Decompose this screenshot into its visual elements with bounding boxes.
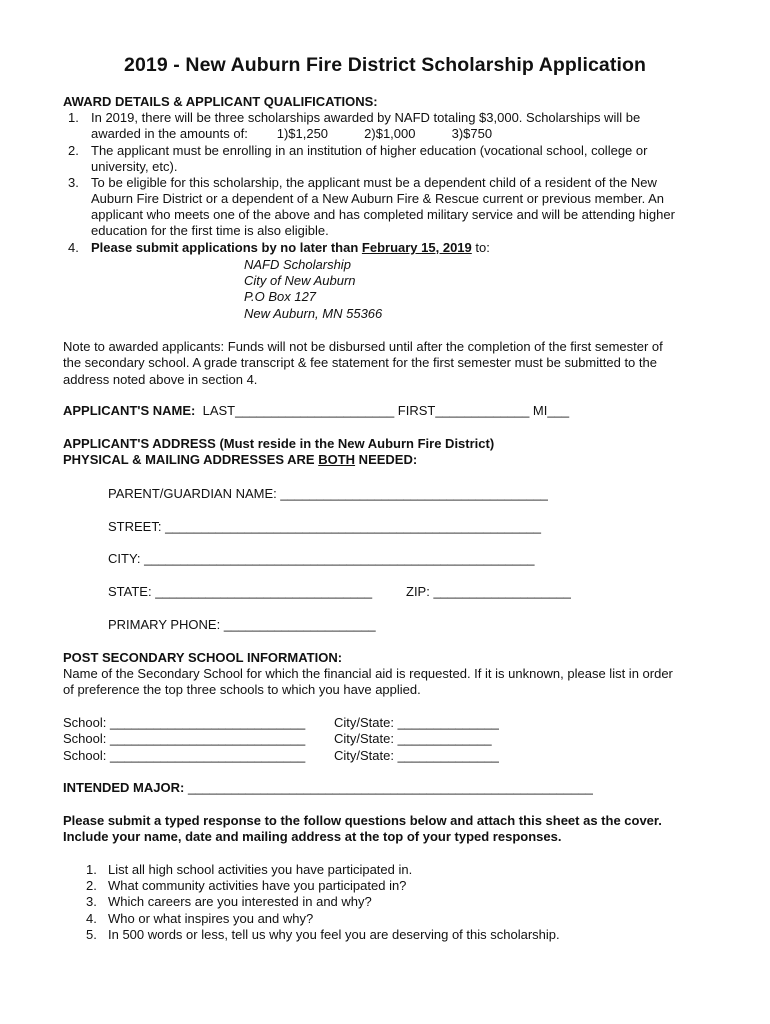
- mailing-address-line-4: New Auburn, MN 55366: [244, 306, 383, 321]
- street-field[interactable]: STREET: ____________________________________________________: [108, 519, 542, 534]
- applicant-name-fields[interactable]: LAST______________________ FIRST_____________ MI___: [195, 403, 570, 418]
- instructions-line-2: Include your name, date and mailing address at the top of your typed responses.: [63, 829, 562, 844]
- school-field-1[interactable]: School: ___________________________: [63, 715, 306, 730]
- intended-major-label: INTENDED MAJOR:: [63, 780, 185, 795]
- school-desc-line-1: Name of the Secondary School for which the financial aid is requested. If it is unknown, please list in order: [63, 666, 673, 681]
- award-item-1-line-2: awarded in the amounts of: 1)$1,250 2)$1,000 3)$750: [91, 126, 493, 141]
- award-item-3-line-4: education for the first time is also eligible.: [91, 223, 329, 238]
- applicant-name-label: APPLICANT'S NAME:: [63, 403, 196, 418]
- addresses-needed-heading: [63, 452, 417, 468]
- city-state-field-3[interactable]: City/State: ______________: [334, 748, 499, 763]
- school-section-heading: POST SECONDARY SCHOOL INFORMATION:: [63, 650, 343, 665]
- submit-deadline-lead: Please submit applications by no later than: [91, 240, 362, 255]
- question-3-number: 3.: [86, 894, 97, 909]
- question-1-text: List all high school activities you have participated in.: [108, 862, 413, 877]
- question-4-number: 4.: [86, 911, 97, 926]
- applicant-address-heading: APPLICANT'S ADDRESS (Must reside in the New Auburn Fire District): [63, 436, 495, 451]
- note-line-3: address noted above in section 4.: [63, 372, 258, 387]
- award-item-3-number: 3.: [68, 175, 79, 190]
- award-item-3-line-1: To be eligible for this scholarship, the applicant must be a dependent child of a resident of the New: [91, 175, 657, 190]
- mailing-address-line-2: City of New Auburn: [244, 273, 356, 288]
- submit-deadline-date: February 15, 2019: [361, 240, 472, 255]
- note-line-1: Note to awarded applicants: Funds will not be disbursed until after the completion of the first semester of: [63, 339, 663, 354]
- mailing-address-line-3: P.O Box 127: [244, 289, 317, 304]
- addresses-needed-both: BOTH: [318, 452, 356, 467]
- submit-deadline-tail: to:: [471, 240, 490, 255]
- school-field-2[interactable]: School: ___________________________: [63, 731, 306, 746]
- question-5-text: In 500 words or less, tell us why you feel you are deserving of this scholarship.: [108, 927, 560, 942]
- award-heading: AWARD DETAILS & APPLICANT QUALIFICATIONS:: [63, 94, 378, 109]
- school-desc-line-2: of preference the top three schools to which you have applied.: [63, 682, 421, 697]
- city-field[interactable]: CITY: ______________________________________________________: [108, 551, 535, 566]
- intended-major-row: [63, 780, 593, 796]
- primary-phone-field[interactable]: PRIMARY PHONE: _____________________: [108, 617, 376, 632]
- city-state-field-2[interactable]: City/State: _____________: [334, 731, 492, 746]
- question-3-text: Which careers are you interested in and why?: [108, 894, 372, 909]
- award-item-2-line-1: The applicant must be enrolling in an institution of higher education (vocational school, college or: [91, 143, 648, 158]
- award-item-1-line-1: In 2019, there will be three scholarships awarded by NAFD totaling $3,000. Scholarships will be: [91, 110, 641, 125]
- question-5-number: 5.: [86, 927, 97, 942]
- award-item-1-number: 1.: [68, 110, 79, 125]
- note-line-2: the secondary school. A grade transcript & fee statement for the first semester must be submitted to the: [63, 355, 657, 370]
- question-4-text: Who or what inspires you and why?: [108, 911, 314, 926]
- applicant-name-row: [63, 403, 569, 419]
- award-item-3-line-3: applicant who meets one of the above and has completed military service and will be attending higher: [91, 207, 675, 222]
- award-item-4-text: [91, 240, 490, 256]
- addresses-needed-post: NEEDED:: [355, 452, 418, 467]
- school-field-3[interactable]: School: ___________________________: [63, 748, 306, 763]
- page-title: 2019 - New Auburn Fire District Scholarship Application: [124, 54, 646, 76]
- intended-major-field[interactable]: ________________________________________________________: [184, 780, 593, 795]
- question-1-number: 1.: [86, 862, 97, 877]
- award-item-2-number: 2.: [68, 143, 79, 158]
- city-state-field-1[interactable]: City/State: ______________: [334, 715, 499, 730]
- state-field[interactable]: STATE: ______________________________: [108, 584, 373, 599]
- question-2-text: What community activities have you participated in?: [108, 878, 407, 893]
- award-item-2-line-2: university, etc).: [91, 159, 178, 174]
- addresses-needed-pre: PHYSICAL & MAILING ADDRESSES ARE: [63, 452, 319, 467]
- parent-guardian-field[interactable]: PARENT/GUARDIAN NAME: _____________________________________: [108, 486, 548, 501]
- question-2-number: 2.: [86, 878, 97, 893]
- zip-field[interactable]: ZIP: ___________________: [406, 584, 571, 599]
- award-item-3-line-2: Auburn Fire District or a dependent of a New Auburn Fire & Rescue current or previous member. An: [91, 191, 664, 206]
- instructions-line-1: Please submit a typed response to the follow questions below and attach this sheet as the cover.: [63, 813, 662, 828]
- mailing-address-line-1: NAFD Scholarship: [244, 257, 351, 272]
- award-item-4-number: 4.: [68, 240, 79, 255]
